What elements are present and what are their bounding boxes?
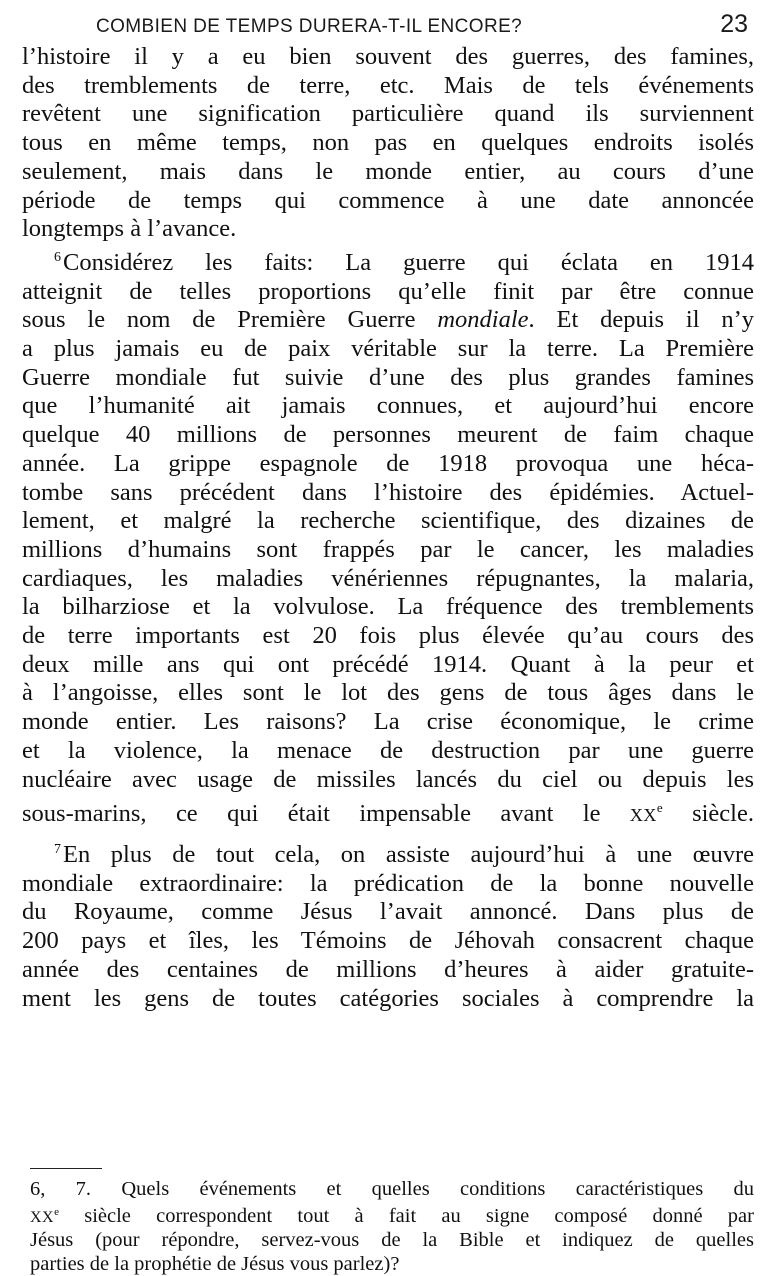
text-line: que l’humanité ait jamais connues, et aujourd’hui encore [22,392,754,420]
small-caps-century: XX [30,1209,55,1227]
text-line: année des centaines de millions d’heures à aider gratuite- [22,955,754,983]
paragraph-number: 6 [54,249,61,265]
italic-word: mondiale [437,306,529,334]
text-line: ment les gens de toutes catégories sociales à comprendre la [22,984,754,1012]
text-line-with-century [22,794,754,830]
text-line: Guerre mondiale fut suivie d’une des plus grandes famines [22,363,754,391]
paragraph-6-first-line [22,244,754,278]
text-line: a plus jamais eu de paix véritable sur la terre. La Première [22,335,754,363]
text-line: de terre importants est 20 fois plus élevée qu’au cours des [22,622,754,650]
text-line-with-italic [22,306,754,335]
body-text [22,43,754,1013]
paragraph-7-first-line [22,836,754,870]
text-line: tous en même temps, non pas en quelques endroits isolés [22,129,754,157]
page-number: 23 [720,10,748,38]
footnote-line: 6, 7. Quels événements et quelles conditions caractéristiques du [30,1178,754,1200]
study-question-footnote [30,1178,754,1276]
text-line: revêtent une signification particulière quand ils surviennent [22,100,754,128]
text-line: millions d’humains sont frappés par le cancer, les maladies [22,535,754,563]
text-segment: sous-marins, ce qui était impensable avant le [22,800,630,828]
text-segment: . Et depuis il n’y [528,306,755,334]
text-line: tombe sans précédent dans l’histoire des épidémies. Actuel- [22,478,754,506]
superscript-e: e [54,1206,59,1219]
text-line: monde entier. Les raisons? La crise économique, le crime [22,708,754,736]
footnote-line: parties de la prophétie de Jésus vous parlez)? [30,1252,400,1275]
text-line: et la violence, la menace de destruction par une guerre [22,736,754,764]
text-line: du Royaume, comme Jésus l’avait annoncé. Dans plus de [22,898,754,926]
running-title: COMBIEN DE TEMPS DURERA-T-IL ENCORE? [96,16,523,37]
text-segment: sous le nom de Première Guerre [22,306,438,334]
footnote-divider [30,1168,102,1169]
text-line: seulement, mais dans le monde entier, au cours d’une [22,157,754,185]
text-line: la bilharziose et la volvulose. La fréquence des tremblements [22,593,754,621]
footnote-line-with-century [30,1201,754,1229]
text-line: mondiale extraordinaire: la prédication de la bonne nouvelle [22,869,754,897]
footnote-line: Jésus (pour répondre, servez-vous de la Bible et indiquez de quelles [30,1229,754,1252]
text-segment: En plus de tout cela, on assiste aujourd’hui à une œuvre [63,840,754,868]
text-line: à l’angoisse, elles sont le lot des gens de tous âges dans le [22,679,754,707]
text-line: année. La grippe espagnole de 1918 provoqua une héca- [22,449,754,477]
text-line: des tremblements de terre, etc. Mais de tels événements [22,71,754,99]
paragraph-number: 7 [54,841,61,857]
text-line: lement, et malgré la recherche scientifique, des dizaines de [22,507,754,535]
text-line: quelque 40 millions de personnes meurent de faim chaque [22,421,754,449]
superscript-e: e [656,800,663,816]
text-line: longtemps à l’avance. [22,215,237,243]
small-caps-century: XX [629,805,657,826]
text-line: période de temps qui commence à une date annoncée [22,186,754,214]
text-segment: siècle correspondent tout à fait au signe composé donné par [59,1205,754,1228]
text-line: nucléaire avec usage de missiles lancés du ciel ou depuis les [22,765,754,793]
text-segment: siècle. [662,800,754,828]
text-line: l’histoire il y a eu bien souvent des guerres, des famines, [22,43,754,70]
text-line: 200 pays et îles, les Témoins de Jéhovah consacrent chaque [22,927,754,955]
text-line: cardiaques, les maladies vénériennes répugnantes, la malaria, [22,564,754,592]
page-header [0,10,768,44]
text-segment: Considérez les faits: La guerre qui éclata en 1914 [63,248,754,276]
text-line: atteignit de telles proportions qu’elle finit par être connue [22,277,754,305]
text-line: deux mille ans qui ont précédé 1914. Quant à la peur et [22,650,754,678]
